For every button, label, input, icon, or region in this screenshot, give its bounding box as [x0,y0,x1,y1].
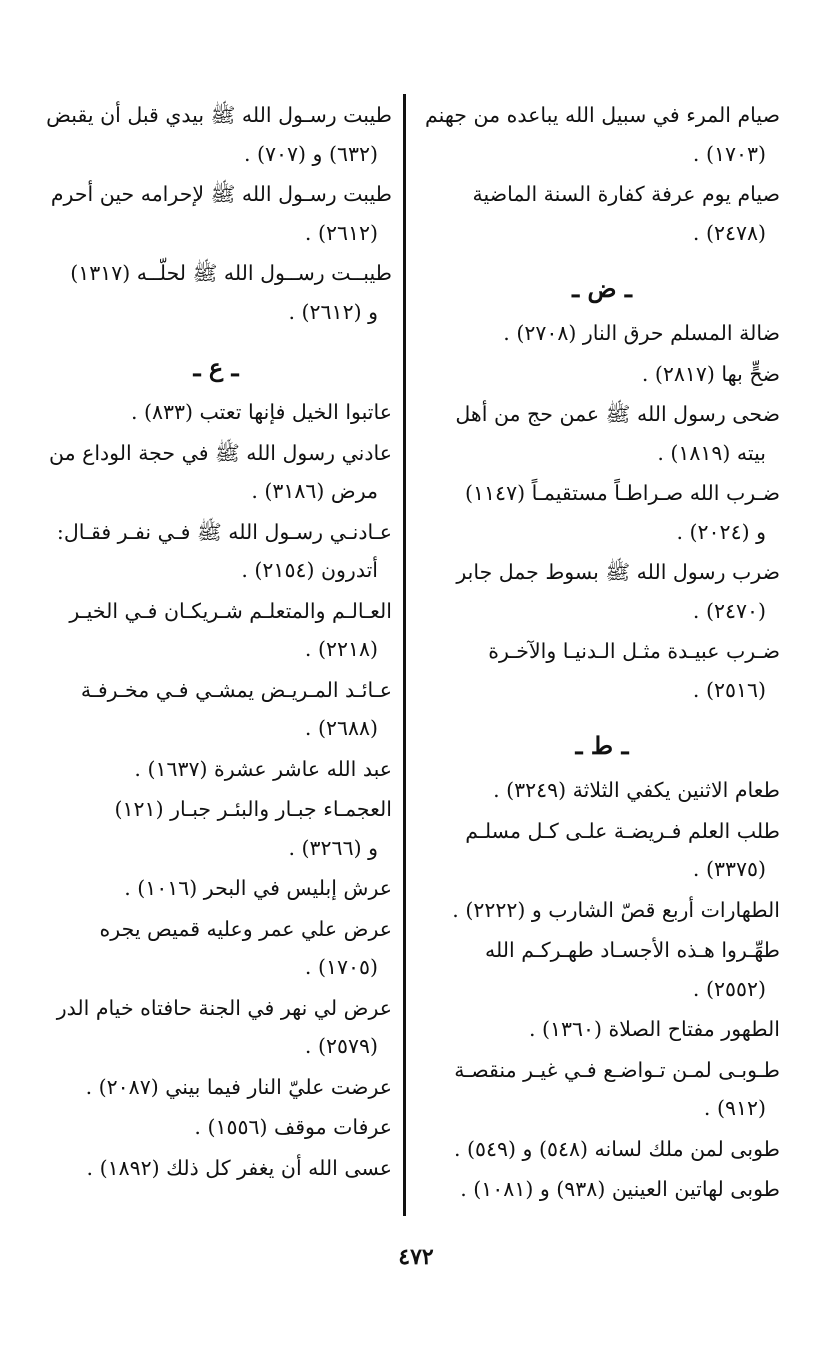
index-entry [424,355,780,394]
entry-text: صيام يوم عرفة كفارة السنة الماضية [472,182,780,206]
index-column-right [424,96,780,1211]
entry-text: الطهارات أربع قصّ الشارب و (٢٢٢٢) . [452,897,780,922]
entry-continuation: و (٣٢٦٦) . [288,835,378,860]
entry-text: طيبــت رســول الله ﷺ لحلّــه (١٣١٧) [70,261,392,285]
entry-text: طلب العلم فـريضـة علـى كـل مسلـم [465,818,780,843]
entry-text: الطهور مفتاح الصلاة (١٣٦٠) . [528,1017,780,1041]
entry-continuation: (٩١٢) . [703,1096,766,1120]
entry-continuation: (١٧٠٣) . [692,141,766,166]
entry-continuation: أتدرون (٢١٥٤) . [241,558,378,582]
index-entry [40,671,392,748]
index-entry [424,474,780,551]
entry-text: طوبى لهاتين العينين (٩٣٨) و (١٠٨١) . [460,1177,780,1201]
entry-text: عرض لي نهر في الجنة حافتاه خيام الدر [56,995,392,1020]
entry-continuation: بيته (١٨١٩) . [657,440,766,465]
entry-continuation: (٢٢١٨) . [304,637,378,661]
entry-continuation: (٢٦١٢) . [304,220,378,245]
index-entry [424,314,780,353]
entry-continuation: و (٢٠٢٤) . [676,519,766,544]
entry-text: عرفات موقف (١٥٥٦) . [194,1115,392,1139]
entry-text: عرش إبليس في البحر (١٠١٦) . [124,876,392,900]
entry-text: العجمـاء جبـار والبئـر جبـار (١٢١) [114,797,392,821]
index-entry [40,434,392,511]
index-entry [424,96,780,173]
entry-text: عـائـد المـريـض يمشـي فـي مخـرفـة [80,677,392,702]
entry-text: طيبت رسـول الله ﷺ لإحرامه حين أحرم [50,182,392,206]
index-entry [40,393,392,432]
entry-text: ضرب رسول الله ﷺ بسوط جمل جابر [456,560,780,584]
index-entry [424,931,780,1008]
index-entry [40,96,392,173]
entry-text: طعام الاثنين يكفي الثلاثة (٣٢٤٩) . [493,778,780,802]
index-entry [424,1130,780,1169]
index-entry [424,395,780,472]
entry-text: ضحى رسول الله ﷺ عمن حج من أهل [455,402,780,426]
entry-continuation: (٢٥١٦) . [692,677,766,702]
index-entry [424,812,780,889]
index-entry [424,1010,780,1049]
entry-continuation: مرض (٣١٨٦) . [251,479,378,503]
index-entry [40,1108,392,1147]
entry-continuation: (١٧٠٥) . [304,955,378,979]
entry-text: عاتبوا الخيل فإنها تعتب (٨٣٣) . [130,400,392,424]
entry-text: طهِّـروا هـذه الأجسـاد طهـركـم الله [485,938,780,962]
index-entry [40,1068,392,1107]
index-entry [424,771,780,810]
entry-continuation: و (٢٦١٢) . [288,299,378,324]
entry-text: العـالـم والمتعلـم شـريكـان فـي الخيـر [69,598,392,623]
index-entry [424,175,780,252]
index-entry [40,513,392,590]
index-column-left [40,96,392,1189]
index-entry [40,869,392,908]
entry-text: عادني رسول الله ﷺ في حجة الوداع من [48,440,392,465]
letter-heading: ـ ط ـ [575,731,629,760]
entry-text: عرض علي عمر وعليه قميص يجره [99,916,392,941]
entry-text: صيام المرء في سبيل الله يباعده من جهنم [425,103,780,127]
entry-text: عرضت عليّ النار فيما بيني (٢٠٨٧) . [85,1074,392,1099]
index-entry [40,592,392,669]
index-entry [424,632,780,709]
entry-text: ضحٍّ بها (٢٨١٧) . [641,361,780,386]
entry-continuation: (٢٤٧٠) . [692,598,766,623]
entry-text: ضـرب الله صـراطـاً مستقيمـاً (١١٤٧) [465,481,780,505]
entry-text: طيبت رسـول الله ﷺ بيدي قبل أن يقبض [46,103,392,127]
entry-text: ضالة المسلم حرق النار (٢٧٠٨) . [503,321,780,345]
column-divider [403,94,406,1216]
index-entry [40,989,392,1066]
letter-heading: ـ ض ـ [572,274,632,303]
index-entry [40,790,392,867]
index-entry [40,254,392,331]
entry-continuation: (٣٣٧٥) . [692,857,766,881]
entry-continuation: (٦٣٢) و (٧٠٧) . [243,141,378,166]
index-entry [40,750,392,789]
index-entry [424,891,780,930]
entry-continuation: (٢٤٧٨) . [692,220,766,245]
entry-text: ضـرب عبيـدة مثـل الـدنيـا والآخـرة [488,639,780,663]
letter-heading: ـ ع ـ [193,353,239,382]
index-entry [424,553,780,630]
index-entry [40,1149,392,1188]
entry-text: عبد الله عاشر عشرة (١٦٣٧) . [134,756,392,781]
index-entry [424,1051,780,1128]
entry-continuation: (٢٥٧٩) . [304,1034,378,1058]
entry-text: عسى الله أن يغفر كل ذلك (١٨٩٢) . [86,1155,392,1180]
entry-text: عـادنـي رسـول الله ﷺ فـي نفـر فقـال: [56,519,392,544]
index-entry [40,910,392,987]
index-entry [424,1170,780,1209]
index-entry [40,175,392,252]
entry-continuation: (٢٥٥٢) . [692,976,766,1001]
entry-text: طـوبـى لمـن تـواضـع فـي غيـر منقصـة [454,1057,780,1082]
page-number: ٤٧٢ [398,1244,434,1270]
entry-continuation: (٢٦٨٨) . [304,716,378,740]
entry-text: طوبى لمن ملك لسانه (٥٤٨) و (٥٤٩) . [453,1136,780,1161]
